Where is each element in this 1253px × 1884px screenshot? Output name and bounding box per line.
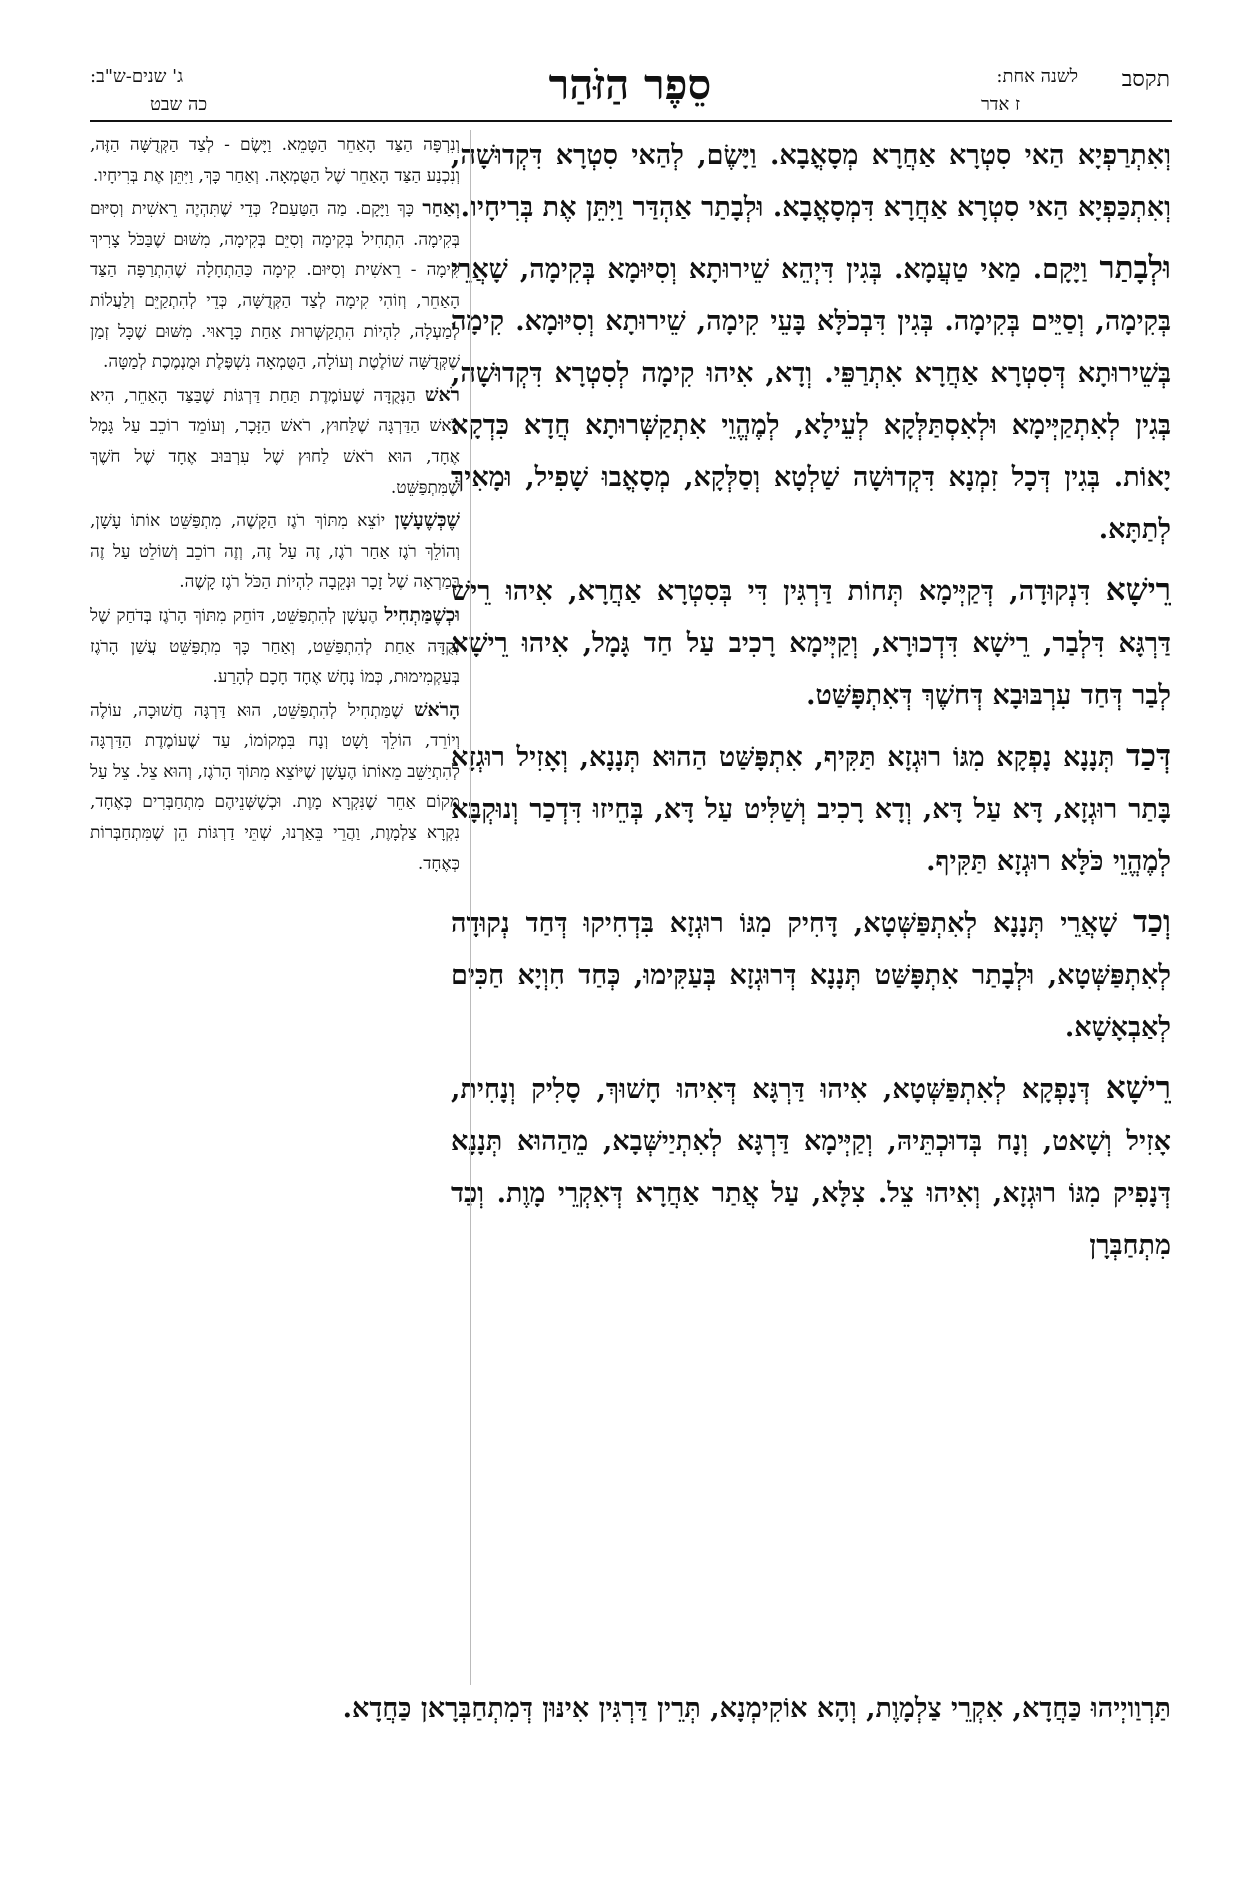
main-paragraph-text: דְּנָפְקָא לְאִתְפַּשְּׁטָא, אִיהוּ דַּרְגָּא דְּאִיהוּ חָשׁוּךְ, סָלִיק וְנָחִית, אָזִיל וְשָׁאט, וְנָח בְּדוּכְתֵּיהּ, וְקַיְּימָא דַּרְגָּא לְאִתְיַישְּׁבָא, מֵהַהוּא תְּנָנָא דְּנָפִיק מִגּוֹ רוּגְזָא, וְאִיהוּ צֵל. צִלָּא, עַל אֲתַר אַחֲרָא דְּאִקְרֵי מָוֶת. וְכַד מִתְחַבְּרָן [451, 1074, 1171, 1261]
side-paragraph-lead: רֹאשׁ [425, 383, 460, 406]
main-paragraph-text: דִּנְקוּדָה, דְּקַיְּימָא תְּחוֹת דַּרְגִּין דִּי בְּסִטְרָא אַחֲרָא, אִיהוּ רֵישׁ דַּרְגָּא דִּלְבַר, רֵישָׁא דִּדְכוּרָא, וְקַיְּימָא רָכִיב עַל חַד גָּמָל, אִיהוּ רֵישָׁא לְבַר דְּחַד עִרְבּוּבָא דְּחשֶׁךְ דְּאִתְפָּשַּׁט. [451, 576, 1171, 711]
side-paragraph-text: שֶׁמַּתְחִיל לְהִתְפַּשֵּׁט, הוּא דַּרְגָּה חֲשׁוּכָה, עוֹלֶה וְיוֹרֵד, הוֹלֵךְ וָשָׁט וְנָח בִּמְקוֹמוֹ, עַד שֶׁעוֹמֶדֶת הַדַּרְגָּה לְהִתְיַשֵּׁב מֵאוֹתוֹ הֶעָשָׁן שֶׁיּוֹצֵא מִתּוֹךְ הָרֹגֶז, וְהוּא צֵל. צֵל עַל מָקוֹם אַחֵר שֶׁנִּקְרָא מָוֶת. וּכְשֶׁשְּׁנֵיהֶם מִתְחַבְּרִים כְּאֶחָד, נִקְרָא צַלְמָוֶת, וַהֲרֵי בֵּאַרְנוּ, שְׁתֵּי דַרְגּוֹת הֵן שֶׁמִּתְחַבְּרוֹת כְּאֶחָד. [90, 700, 460, 874]
side-paragraph-text: הַנְּקֻדָּה שֶׁעוֹמֶדֶת תַּחַת דַּרְגּוֹת שֶׁבַּצַּד הָאַחֵר, הִיא רֹאשׁ הַדַּרְגָּה שֶׁלַּחוּץ, רֹאשׁ הַזָּכָר, וְעוֹמֵד רוֹכֵב עַל גָּמָל אֶחָד, הוּא רֹאשׁ לַחוּץ שֶׁל עִרְבּוּב אֶחָד שֶׁל חֹשֶׁךְ שֶׁמִּתְפַּשֵּׁט. [90, 385, 460, 498]
header-rule [90, 120, 1172, 122]
side-paragraph-text: יוֹצֵא מִתּוֹךְ רֹגֶז הַקָּשֶׁה, מִתְפַּשֵּׁט אוֹתוֹ עָשָׁן, וְהוֹלֵךְ רֹגֶז אַחַר רֹגֶז, זֶה עַל זֶה, וְזֶה רוֹכֵב וְשׁוֹלֵט עַל זֶה בְּמַרְאָה שֶׁל זָכָר וּנְקֵבָה לִהְיוֹת הַכֹּל רֹגֶז קָשֶׁה. [90, 511, 460, 593]
side-paragraph-lead: הָרֹאשׁ [414, 698, 460, 721]
year-cycle: ג' שנים-ש"ב: [90, 66, 184, 87]
side-paragraph [90, 130, 460, 191]
side-paragraph-text: כָּךְ וַיָּקָם. מַה הַטַּעַם? כְּדֵי שֶׁתִּהְיֶה רֵאשִׁית וְסִיּוּם בְּקִימָה. הִתְחִיל בְּקִימָה וְסִיֵּם בְּקִימָה, מִשּׁוּם שֶׁבַּכֹּל צָרִיךְ קִימָה - רֵאשִׁית וְסִיּוּם. קִימָה כַּהַתְחָלָה שֶׁהִתְרַפָּה הַצַּד הָאַחֵר, וְזוֹהִי קִימָה לְצַד הַקְּדֻשָּׁה, כְּדֵי לְהִתְקַיֵּם וְלַעֲלוֹת לְמַעְלָה, לִהְיוֹת הִתְקַשְּׁרוּת אַחַת כָּרָאוּי. מִשּׁוּם שֶׁכָּל זְמַן שֶׁקְּדֻשָּׁה שׁוֹלֶטֶת וְעוֹלָה, הַטֻּמְאָה נִשְׁפֶּלֶת וּמֻנְמֶכֶת לְמַטָּה. [90, 199, 460, 373]
hebrew-translation-column [90, 130, 460, 1780]
main-paragraph [451, 242, 1171, 556]
main-paragraph [451, 1062, 1171, 1272]
main-paragraph [451, 730, 1171, 888]
main-paragraph-lead: וּלְבָתַר [1099, 250, 1171, 286]
date-adar: ז אדר [980, 94, 1020, 115]
side-paragraph [90, 193, 460, 378]
main-paragraph-lead: רֵישָׁא [1105, 1070, 1171, 1106]
column-divider [470, 130, 471, 1685]
cycle-label: לשנה אחת: [996, 66, 1078, 87]
main-paragraph-text: וַיָּקָם. מַאי טַעֲמָא. בְּגִין דִּיְהֵא שֵׁירוּתָא וְסִיּוּמָא בְּקִימָה, שָׁאֲרֵי בְּקִימָה, וְסַיֵּים בְּקִימָה. בְּגִין דִּבְכֹלָּא בָּעֵי קִימָה, שֵׁירוּתָא וְסִיּוּמָא. קִימָה בְּשֵׁירוּתָא דְּסִטְרָא אַחֲרָא אִתְרַפֵּי. וְדָא, אִיהוּ קִימָה לְסִטְרָא דִּקְדוּשָׁה, בְּגִין לְאִתְקַיְּימָא וּלְאִסְתַּלְּקָא לְעֵילָא, לְמֶהֱוֵי אִתְקַשְּׁרוּתָא חֲדָא כִּדְקָא יָאוֹת. בְּגִין דְּכָל זִמְנָא דִּקְדוּשָׁה שַׁלְטָא וְסַלְּקָא, מְסָאֳבוּ שָׁפִיל, וּמָאִיךְ לְתַתָּא. [451, 254, 1171, 545]
main-paragraph-lead: וְכַד [1133, 904, 1171, 940]
main-paragraph-text: תְּנָנָא נָפְקָא מִגּוֹ רוּגְזָא תַּקִּיף, אִתְפָּשַּׁט הַהוּא תְּנָנָא, וְאָזִיל רוּגְזָא בָּתַר רוּגְזָא, דָּא עַל דָּא, וְדָא רָכִיב וְשַׁלִּיט עַל דָּא, בְּחֵיזוּ דִּדְכַר וְנוּקְבָּא לְמֶהֱוֵי כֹּלָּא רוּגְזָא תַּקִּיף. [451, 742, 1171, 877]
side-paragraph [90, 505, 460, 598]
main-paragraph [451, 130, 1171, 234]
main-paragraph-lead: רֵישָׁא [1105, 572, 1171, 608]
side-paragraph [90, 380, 460, 503]
side-paragraph [90, 695, 460, 880]
side-paragraph-text: וְנִרְפָּה הַצַּד הָאַחֵר הַטָּמֵא. וַיָּשֶׂם - לְצַד הַקְּדֻשָּׁה הַזֶּה, וְנִכְנַע הַצַּד הָאַחֵר שֶׁל הַטֻּמְאָה. וְאַחַר כָּךְ, וַיִּתֵּן אֶת בְּרִיחָיו. [90, 135, 460, 186]
main-paragraph-text: וְאִתְרַפְיָא הַאי סִטְרָא אַחֲרָא מְסָאֳבָא. וַיָּשֶׂם, לְהַאי סִטְרָא דִּקְדוּשָׁה, וְאִתְכַּפְיָא הַאי סִטְרָא אַחֲרָא דִּמְסָאֳבָא. וּלְבָתַר אַהְדַּר וַיִּתֵּן אֶת בְּרִיחָיו. [451, 140, 1171, 223]
main-paragraph-text: שָׁאֲרֵי תְּנָנָא לְאִתְפַּשְּׁטָא, דָּחִיק מִגּוֹ רוּגְזָא בִּדְחִיקוּ דְּחַד נְקוּדָה לְאִתְפַּשְּׁטָא, וּלְבָתַר אִתְפָּשַּׁט תְּנָנָא דְּרוּגְזָא בְּעַקִּימוּ, כְּחַד חִוְיָא חַכִּים לְאַבְאָשָׁא. [451, 908, 1171, 1043]
main-paragraph [451, 896, 1171, 1054]
side-paragraph-lead: וּכְשֶׁמַּתְחִיל [384, 603, 460, 626]
main-paragraph [451, 564, 1171, 722]
side-paragraph-lead: וְאַחַר [422, 197, 460, 220]
aramaic-column [451, 130, 1171, 1685]
side-paragraph [90, 600, 460, 693]
book-title: סֵפֶר הַזֹּהַר [548, 60, 712, 109]
date-shevat: כה שבט [150, 94, 208, 115]
side-paragraph-lead: שֶׁכְּשֶׁעָשָׁן [394, 509, 460, 532]
main-continuation: תַּרְוַויְיהוּ כַּחֲדָא, אִקְרֵי צַלְמָוֶת, וְהָא אוֹקִימְנָא, תְּרֵין דַּרְגִּין אִינּוּן דְּמִתְחַבְּרָאן כַּחֲדָא. [342, 1693, 1171, 1724]
side-paragraph-text: הֶעָשָׁן לְהִתְפַּשֵּׁט, דּוֹחֵק מִתּוֹךְ הָרֹגֶז בְּדֹחַק שֶׁל נְקֻדָּה אַחַת לְהִתְפַּשֵּׁט, וְאַחַר כָּךְ מִתְפַּשֵּׁט עֲשַׁן הָרֹגֶז בְּעַקְמִימוּת, כְּמוֹ נָחָשׁ אֶחָד חָכָם לְהָרַע. [90, 605, 460, 688]
page-number: תקסב [1121, 67, 1170, 92]
main-paragraph-lead: דְּכַד [1126, 738, 1171, 774]
